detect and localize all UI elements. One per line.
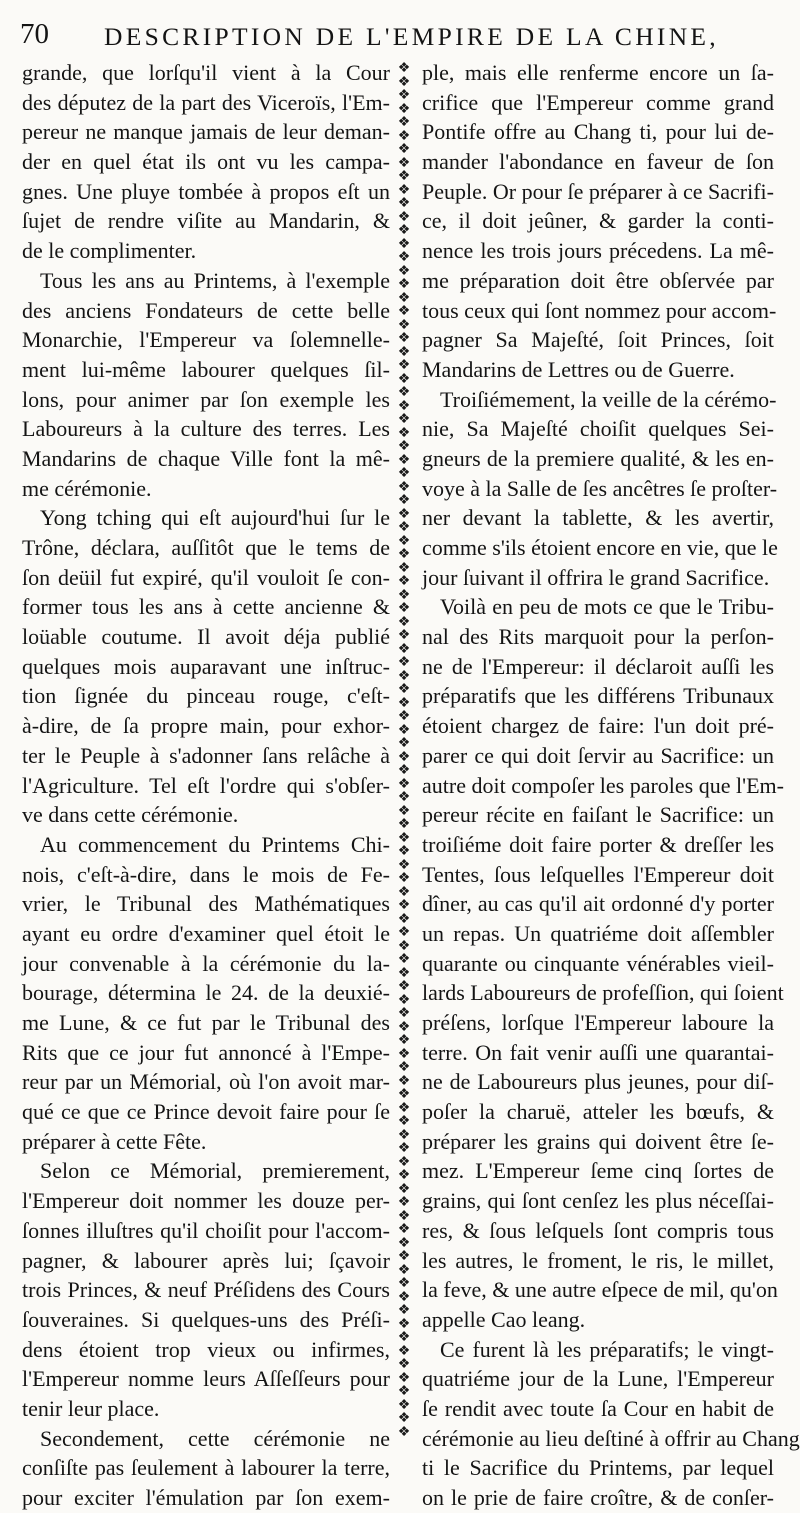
left-column	[22, 58, 390, 1513]
text-line: grains, qui ſont cenſez les plus néceſſai-	[422, 1188, 774, 1214]
ornament-glyph: ❖	[397, 857, 411, 873]
ornament-glyph: ❖	[397, 1289, 411, 1305]
ornament-glyph: ❖	[397, 398, 411, 414]
text-line: pagner Sa Majeſté, ſoit Princes, ſoit	[422, 327, 774, 353]
ornament-glyph: ❖	[397, 776, 411, 792]
ornament-glyph: ❖	[397, 628, 411, 643]
text-line: des anciens Fondateurs de cette belle	[22, 297, 390, 323]
ornament-glyph: ❖	[397, 790, 411, 805]
ornament-glyph: ❖	[397, 979, 411, 994]
ornament-glyph: ❖	[397, 1222, 411, 1237]
text-line: ſujet de rendre viſite au Mandarin, &	[22, 208, 390, 234]
ornament-glyph: ❖	[397, 1100, 411, 1116]
ornament-glyph: ❖	[397, 1006, 411, 1021]
text-line: Monarchie, l'Empereur va ſolemnelle-	[22, 327, 390, 353]
ornament-glyph: ❖	[397, 844, 411, 859]
ornament-glyph: ❖	[397, 803, 411, 819]
text-line: Laboureurs à la culture des terres. Les	[22, 416, 390, 442]
ornament-glyph: ❖	[397, 763, 411, 778]
text-line: nie, Sa Majeſté choiſit quelques Sei-	[422, 416, 774, 442]
text-line: bourage, détermina le 24. de la deuxié-	[22, 980, 390, 1006]
text-line: ſon deüil fut expiré, qu'il vouloit ſe con-	[22, 564, 390, 590]
ornament-glyph: ❖	[397, 88, 411, 103]
ornament-glyph: ❖	[397, 898, 411, 913]
ornament-glyph: ❖	[397, 1033, 411, 1048]
text-line: res, & ſous leſquels ſont compris tous	[422, 1217, 774, 1243]
ornament-glyph: ❖	[397, 871, 411, 886]
ornament-glyph: ❖	[397, 1114, 411, 1129]
ornament-glyph: ❖	[397, 1276, 411, 1291]
text-line: ner devant la tablette, & les avertir,	[422, 505, 774, 531]
ornament-glyph: ❖	[397, 1208, 411, 1224]
ornament-glyph: ❖	[397, 830, 411, 846]
ornament-glyph: ❖	[397, 1235, 411, 1251]
text-line: voye à la Salle de ſes ancêtres ſe proſter-	[422, 475, 778, 501]
text-line: qué ce que ce Prince devoit faire pour ſe	[22, 1099, 390, 1125]
ornament-glyph: ❖	[397, 1249, 411, 1264]
ornament-glyph: ❖	[397, 587, 411, 603]
ornament-glyph: ❖	[397, 142, 411, 157]
ornament-glyph: ❖	[397, 277, 411, 292]
ornament-glyph: ❖	[397, 263, 411, 279]
ornament-glyph: ❖	[397, 1168, 411, 1183]
text-line: comme s'ils étoient encore en vie, que le	[422, 535, 778, 560]
ornament-glyph: ❖	[397, 1154, 411, 1170]
text-line: Yong tching qui eſt aujourd'hui ſur le	[40, 505, 390, 531]
text-line: ne de Laboureurs plus jeunes, pour diſ-	[422, 1069, 774, 1095]
text-line: de le complimenter.	[22, 238, 197, 264]
text-line: trois Princes, & neuf Préſidens des Cours	[22, 1277, 390, 1303]
text-line: Tentes, ſous leſquelles l'Empereur doit	[422, 861, 774, 887]
ornament-glyph: ❖	[397, 1019, 411, 1035]
ornament-glyph: ❖	[397, 965, 411, 981]
text-line: Secondement, cette cérémonie ne	[40, 1425, 390, 1451]
text-line: étoient chargez de faire: l'un doit pré-	[422, 713, 774, 739]
text-line: ve dans cette cérémonie.	[22, 802, 239, 828]
text-line: on le prie de faire croître, & de conſer-	[422, 1485, 774, 1510]
ornament-glyph: ❖	[397, 1316, 411, 1332]
ornament-glyph: ❖	[397, 1357, 411, 1372]
text-line: nal des Rits marquoit pour la perſon-	[422, 624, 774, 650]
text-line: Mandarins de chaque Ville font la mê-	[22, 445, 390, 471]
text-line: pereur ne manque jamais de leur deman-	[22, 119, 390, 145]
text-line: gnes. Une pluye tombée à propos eſt un	[22, 178, 390, 204]
ornament-glyph: ❖	[397, 709, 411, 724]
text-line: préparatifs que les différens Tribunaux	[422, 683, 774, 709]
text-line: ter le Peuple à s'adonner ſans relâche à	[22, 742, 390, 768]
ornament-glyph: ❖	[397, 614, 411, 630]
text-line: ple, mais elle renferme encore un ſa-	[422, 60, 774, 85]
ornament-glyph: ❖	[397, 115, 411, 130]
ornament-glyph: ❖	[397, 128, 411, 144]
text-line: reur par un Mémorial, où l'on avoit mar-	[22, 1069, 390, 1095]
ornament-glyph: ❖	[397, 1370, 411, 1386]
ornament-glyph: ❖	[397, 911, 411, 927]
ornament-glyph: ❖	[397, 466, 411, 481]
text-line: conſiſte pas ſeulement à labourer la terre,	[22, 1455, 390, 1481]
ornament-glyph: ❖	[397, 560, 411, 576]
ornament-glyph: ❖	[397, 1195, 411, 1210]
text-line: gneurs de la premiere qualité, & les en-	[422, 445, 774, 471]
ornament-glyph: ❖	[397, 1424, 411, 1440]
ornament-glyph: ❖	[397, 992, 411, 1008]
text-line: tion ſignée du pinceau rouge, c'eſt-	[22, 683, 390, 709]
ornament-glyph: ❖	[397, 317, 411, 333]
ornament-glyph: ❖	[397, 493, 411, 508]
ornament-glyph: ❖	[397, 196, 411, 211]
text-line: Voilà en peu de mots ce que le Tribu-	[440, 594, 774, 620]
text-line: lons, pour animer par ſon exemple les	[22, 386, 390, 412]
ornament-glyph: ❖	[397, 601, 411, 616]
text-line: Troiſiémement, la veille de la cérémo-	[440, 386, 777, 412]
text-line: dîner, au cas qu'il ait ordonné d'y porter	[422, 891, 774, 917]
text-line: l'Empereur doit nommer les douze per-	[22, 1188, 390, 1214]
text-line: des députez de la part des Viceroïs, l'Em-	[22, 89, 390, 115]
text-line: jour ſuivant il offrira le grand Sacrifice.	[422, 564, 770, 590]
ornament-glyph: ❖	[397, 1397, 411, 1413]
text-line: me préparation doit être obſervée par	[422, 267, 774, 293]
text-line: ti le Sacrifice du Printems, par lequel	[422, 1455, 774, 1481]
ornament-glyph: ❖	[397, 641, 411, 657]
text-line: ſonnes illuſtres qu'il choiſit pour l'accom-	[22, 1217, 390, 1243]
ornament-glyph: ❖	[397, 574, 411, 589]
text-line: tous ceux qui ſont nommez pour accom-	[422, 297, 777, 323]
text-line: quelques mois auparavant une inſtruc-	[22, 653, 390, 679]
text-line: pagner, & labourer après lui; ſçavoir	[22, 1247, 390, 1273]
text-line: mander l'abondance en faveur de ſon	[422, 149, 774, 175]
ornament-glyph: ❖	[397, 749, 411, 765]
ornament-glyph: ❖	[397, 1087, 411, 1102]
text-line: vrier, le Tribunal des Mathématiques	[22, 891, 390, 917]
text-line: Ce furent là les préparatifs; le vingt-	[440, 1336, 774, 1362]
text-line: à-dire, de ſa propre main, pour exhor-	[22, 713, 390, 739]
ornament-glyph: ❖	[397, 425, 411, 441]
text-line: Selon ce Mémorial, premierement,	[40, 1158, 390, 1184]
ornament-glyph: ❖	[397, 304, 411, 319]
text-line: ſouveraines. Si quelques-uns des Préſi-	[22, 1306, 390, 1332]
text-line: Rits que ce jour fut annoncé à l'Empe-	[22, 1039, 390, 1065]
ornament-glyph: ❖	[397, 236, 411, 252]
ornament-glyph: ❖	[397, 74, 411, 90]
ornament-glyph: ❖	[397, 290, 411, 306]
text-line: quarante ou cinquante vénérables vieil-	[422, 950, 774, 976]
text-line: poſer la charuë, atteler les bœufs, &	[422, 1099, 774, 1125]
ornament-glyph: ❖	[397, 1343, 411, 1359]
text-line: nence les trois jours précedens. La mê-	[422, 238, 774, 264]
text-line: l'Empereur nomme leurs Aſſeſſeurs pour	[22, 1366, 390, 1392]
ornament-glyph: ❖	[397, 371, 411, 387]
text-line: un repas. Un quatriéme doit aſſembler	[422, 920, 774, 946]
ornament-glyph: ❖	[397, 547, 411, 562]
text-line: me Lune, & ce fut par le Tribunal des	[22, 1010, 390, 1035]
ornament-glyph: ❖	[397, 155, 411, 171]
ornamental-column-divider	[394, 62, 414, 1442]
ornament-glyph: ❖	[397, 668, 411, 684]
ornament-glyph: ❖	[397, 1384, 411, 1399]
ornament-glyph: ❖	[397, 1181, 411, 1197]
ornament-glyph: ❖	[397, 1141, 411, 1156]
ornament-glyph: ❖	[397, 1060, 411, 1075]
text-line: nois, c'eſt-à-dire, dans le mois de Fe-	[22, 861, 390, 887]
text-line: l'Agriculture. Tel eſt l'ordre qui s'obſer-	[22, 772, 390, 798]
text-line: ce, il doit jeûner, & garder la conti-	[422, 208, 774, 234]
text-line: former tous les ans à cette ancienne &	[22, 594, 390, 620]
ornament-glyph: ❖	[397, 331, 411, 346]
ornament-glyph: ❖	[397, 101, 411, 117]
text-line: tenir leur place.	[22, 1395, 160, 1421]
ornament-glyph: ❖	[397, 344, 411, 360]
text-line: ayant eu ordre d'examiner quel étoit le	[22, 920, 390, 946]
text-line: Au commencement du Printems Chi-	[40, 831, 390, 857]
text-line: lards Laboureurs de profeſſion, qui ſoient	[422, 980, 784, 1006]
ornament-glyph: ❖	[397, 682, 411, 697]
text-line: crifice que l'Empereur comme grand	[422, 89, 774, 115]
ornament-glyph: ❖	[397, 250, 411, 265]
text-line: loüable coutume. Il avoit déja publié	[22, 624, 390, 650]
ornament-glyph: ❖	[397, 385, 411, 400]
ornament-glyph: ❖	[397, 1303, 411, 1318]
ornament-glyph: ❖	[397, 1127, 411, 1143]
ornament-glyph: ❖	[397, 533, 411, 549]
ornament-glyph: ❖	[397, 695, 411, 711]
ornament-glyph: ❖	[397, 520, 411, 535]
text-line: quatriéme jour de la Lune, l'Empereur	[422, 1366, 774, 1392]
ornament-glyph: ❖	[397, 655, 411, 670]
text-line: Peuple. Or pour ſe préparer à ce Sacrifi-	[422, 178, 774, 204]
text-line: troiſiéme doit faire porter & dreſſer les	[422, 831, 774, 857]
text-line: les autres, le froment, le ris, le millet,	[422, 1247, 774, 1273]
ornament-glyph: ❖	[397, 1330, 411, 1345]
text-line: ment lui-même labourer quelques ſil-	[22, 356, 390, 382]
text-line: appelle Cao leang.	[422, 1306, 586, 1332]
right-column	[422, 58, 800, 1513]
text-line: me cérémonie.	[22, 475, 152, 501]
ornament-glyph: ❖	[397, 358, 411, 373]
text-line: préſens, lorſque l'Empereur laboure la	[422, 1010, 774, 1035]
running-header	[0, 18, 800, 58]
text-line: ne de l'Empereur: il déclaroit auſſi les	[422, 653, 774, 679]
text-line: der en quel état ils ont vu les campa-	[22, 149, 390, 175]
ornament-glyph: ❖	[397, 223, 411, 238]
ornament-glyph: ❖	[397, 62, 411, 76]
ornament-glyph: ❖	[397, 1073, 411, 1089]
ornament-glyph: ❖	[397, 884, 411, 900]
text-line: pereur récite en faiſant le Sacrifice: un	[422, 802, 774, 828]
text-line: la feve, & une autre eſpece de mil, qu'on	[422, 1277, 778, 1303]
ornament-glyph: ❖	[397, 925, 411, 940]
text-line: Mandarins de Lettres ou de Guerre.	[422, 356, 735, 382]
text-line: terre. On fait venir auſſi une quarantai-	[422, 1039, 774, 1065]
text-line: Trône, déclara, auſſitôt que le tems de	[22, 535, 390, 560]
ornament-glyph: ❖	[397, 169, 411, 184]
ornament-glyph: ❖	[397, 209, 411, 225]
ornament-glyph: ❖	[397, 722, 411, 738]
text-line: dens étoient trop vieux ou infirmes,	[22, 1336, 390, 1362]
text-line: grande, que lorſqu'il vient à la Cour	[22, 60, 390, 85]
text-line: pour exciter l'émulation par ſon exem-	[22, 1485, 390, 1510]
ornament-glyph: ❖	[397, 479, 411, 495]
ornament-glyph: ❖	[397, 817, 411, 832]
text-line: préparer les grains qui doivent être ſe-	[422, 1128, 774, 1154]
ornament-glyph: ❖	[397, 1411, 411, 1426]
text-line: Tous les ans au Printems, à l'exemple	[40, 267, 390, 293]
ornament-glyph: ❖	[397, 1046, 411, 1062]
ornament-glyph: ❖	[397, 439, 411, 454]
ornament-glyph: ❖	[397, 412, 411, 427]
running-title: DESCRIPTION DE L'EMPIRE DE LA CHINE,	[104, 22, 719, 51]
text-line: cérémonie au lieu deſtiné à offrir au Chang	[422, 1425, 800, 1451]
text-line: parer ce qui doit ſervir au Sacrifice: un	[422, 742, 774, 768]
ornament-glyph: ❖	[397, 1262, 411, 1278]
ornament-glyph: ❖	[397, 952, 411, 967]
ornament-glyph: ❖	[397, 736, 411, 751]
ornament-glyph: ❖	[397, 506, 411, 522]
text-line: préparer à cette Fête.	[22, 1128, 207, 1154]
text-line: autre doit compoſer les paroles que l'Em-	[422, 772, 784, 798]
ornament-glyph: ❖	[397, 452, 411, 468]
text-line: ſe rendit avec toute ſa Cour en habit de	[422, 1395, 774, 1421]
text-line: jour convenable à la cérémonie du la-	[22, 950, 390, 976]
text-line: mez. L'Empereur ſeme cinq ſortes de	[422, 1158, 774, 1184]
text-line: Pontife offre au Chang ti, pour lui de-	[422, 119, 774, 145]
ornament-glyph: ❖	[397, 938, 411, 954]
ornament-glyph: ❖	[397, 182, 411, 198]
page-number: 70	[20, 18, 49, 50]
